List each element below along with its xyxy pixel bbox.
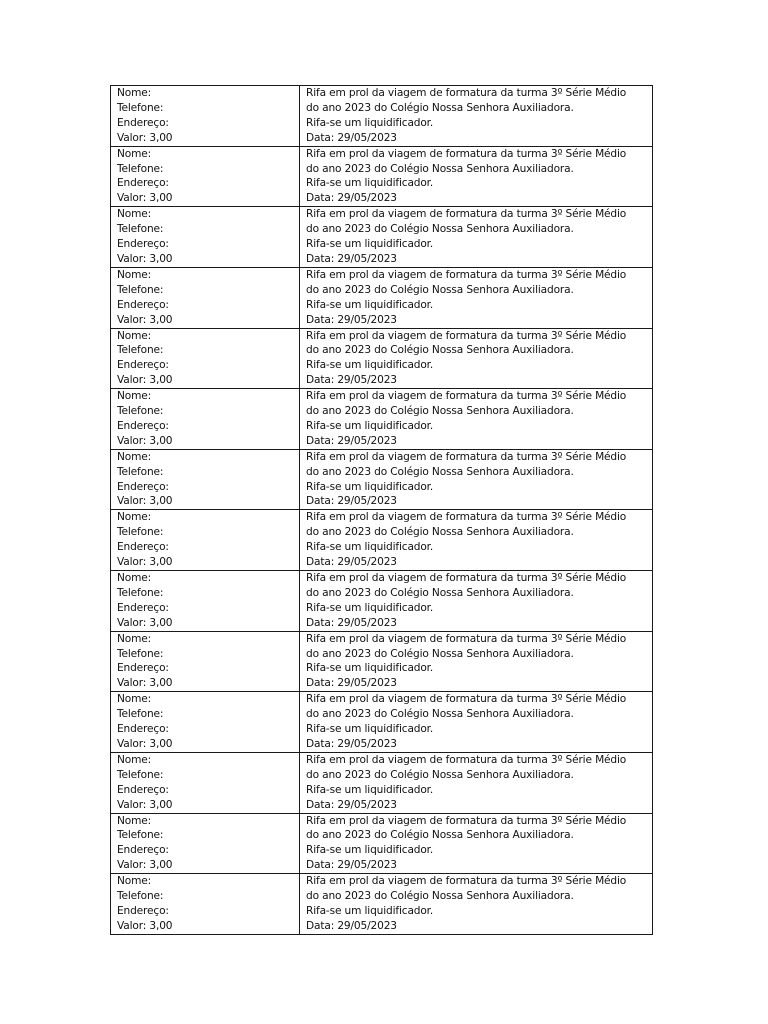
buyer-info-cell bbox=[111, 328, 300, 389]
raffle-purpose-text: Rifa em prol da viagem de formatura da turma 3º Série Médio bbox=[306, 753, 627, 766]
raffle-purpose-text: Rifa em prol da viagem de formatura da turma 3º Série Médio bbox=[306, 875, 627, 888]
price-label: Valor: 3,00 bbox=[117, 616, 173, 629]
raffle-ticket-row bbox=[111, 86, 653, 147]
raffle-description-cell bbox=[300, 571, 653, 632]
raffle-purpose-text: Rifa em prol da viagem de formatura da turma 3º Série Médio bbox=[306, 814, 627, 827]
raffle-purpose-text: Rifa em prol da viagem de formatura da turma 3º Série Médio bbox=[306, 329, 627, 342]
name-field-label: Nome: bbox=[117, 268, 152, 281]
raffle-description-cell bbox=[300, 874, 653, 935]
raffle-purpose-text: Rifa em prol da viagem de formatura da turma 3º Série Médio bbox=[306, 87, 627, 99]
address-field-label: Endereço: bbox=[117, 177, 169, 190]
address-field-label: Endereço: bbox=[117, 238, 169, 251]
price-label: Valor: 3,00 bbox=[117, 434, 173, 447]
raffle-school-text: do ano 2023 do Colégio Nossa Senhora Auxiliadora. bbox=[306, 586, 574, 599]
phone-field-label: Telefone: bbox=[117, 344, 164, 357]
raffle-prize-text: Rifa-se um liquidificador. bbox=[306, 480, 434, 493]
raffle-date-text: Data: 29/05/2023 bbox=[306, 737, 397, 750]
raffle-school-text: do ano 2023 do Colégio Nossa Senhora Auxiliadora. bbox=[306, 283, 574, 296]
raffle-prize-text: Rifa-se um liquidificador. bbox=[306, 601, 434, 614]
name-field-label: Nome: bbox=[117, 632, 152, 645]
raffle-ticket-row bbox=[111, 571, 653, 632]
raffle-description-cell bbox=[300, 389, 653, 450]
raffle-description-cell bbox=[300, 267, 653, 328]
price-label: Valor: 3,00 bbox=[117, 798, 173, 811]
raffle-school-text: do ano 2023 do Colégio Nossa Senhora Auxiliadora. bbox=[306, 526, 574, 539]
raffle-description-cell bbox=[300, 207, 653, 268]
address-field-label: Endereço: bbox=[117, 662, 169, 675]
raffle-purpose-text: Rifa em prol da viagem de formatura da turma 3º Série Médio bbox=[306, 268, 627, 281]
price-label: Valor: 3,00 bbox=[117, 556, 173, 569]
phone-field-label: Telefone: bbox=[117, 162, 164, 175]
phone-field-label: Telefone: bbox=[117, 890, 164, 903]
raffle-ticket-row bbox=[111, 752, 653, 813]
buyer-info-cell bbox=[111, 510, 300, 571]
raffle-purpose-text: Rifa em prol da viagem de formatura da turma 3º Série Médio bbox=[306, 450, 627, 463]
name-field-label: Nome: bbox=[117, 147, 152, 160]
price-label: Valor: 3,00 bbox=[117, 495, 173, 508]
raffle-school-text: do ano 2023 do Colégio Nossa Senhora Auxiliadora. bbox=[306, 465, 574, 478]
raffle-date-text: Data: 29/05/2023 bbox=[306, 374, 397, 387]
raffle-date-text: Data: 29/05/2023 bbox=[306, 434, 397, 447]
raffle-ticket-row bbox=[111, 449, 653, 510]
raffle-prize-text: Rifa-se um liquidificador. bbox=[306, 298, 434, 311]
raffle-school-text: do ano 2023 do Colégio Nossa Senhora Auxiliadora. bbox=[306, 708, 574, 721]
buyer-info-cell bbox=[111, 146, 300, 207]
phone-field-label: Telefone: bbox=[117, 405, 164, 418]
raffle-date-text: Data: 29/05/2023 bbox=[306, 495, 397, 508]
raffle-description-cell bbox=[300, 146, 653, 207]
name-field-label: Nome: bbox=[117, 693, 152, 706]
raffle-date-text: Data: 29/05/2023 bbox=[306, 677, 397, 690]
raffle-prize-text: Rifa-se um liquidificador. bbox=[306, 904, 434, 917]
buyer-info-cell bbox=[111, 752, 300, 813]
buyer-info-cell bbox=[111, 571, 300, 632]
name-field-label: Nome: bbox=[117, 450, 152, 463]
phone-field-label: Telefone: bbox=[117, 465, 164, 478]
raffle-prize-text: Rifa-se um liquidificador. bbox=[306, 238, 434, 251]
raffle-date-text: Data: 29/05/2023 bbox=[306, 616, 397, 629]
raffle-prize-text: Rifa-se um liquidificador. bbox=[306, 419, 434, 432]
raffle-school-text: do ano 2023 do Colégio Nossa Senhora Auxiliadora. bbox=[306, 162, 574, 175]
raffle-date-text: Data: 29/05/2023 bbox=[306, 131, 397, 144]
name-field-label: Nome: bbox=[117, 208, 152, 221]
raffle-description-cell bbox=[300, 449, 653, 510]
raffle-prize-text: Rifa-se um liquidificador. bbox=[306, 844, 434, 857]
raffle-school-text: do ano 2023 do Colégio Nossa Senhora Auxiliadora. bbox=[306, 405, 574, 418]
name-field-label: Nome: bbox=[117, 329, 152, 342]
raffle-purpose-text: Rifa em prol da viagem de formatura da turma 3º Série Médio bbox=[306, 693, 627, 706]
phone-field-label: Telefone: bbox=[117, 647, 164, 660]
name-field-label: Nome: bbox=[117, 753, 152, 766]
address-field-label: Endereço: bbox=[117, 419, 169, 432]
raffle-school-text: do ano 2023 do Colégio Nossa Senhora Auxiliadora. bbox=[306, 223, 574, 236]
raffle-purpose-text: Rifa em prol da viagem de formatura da turma 3º Série Médio bbox=[306, 511, 627, 524]
name-field-label: Nome: bbox=[117, 511, 152, 524]
buyer-info-cell bbox=[111, 874, 300, 935]
raffle-ticket-row bbox=[111, 692, 653, 753]
raffle-ticket-row bbox=[111, 813, 653, 874]
buyer-info-cell bbox=[111, 813, 300, 874]
name-field-label: Nome: bbox=[117, 87, 152, 99]
price-label: Valor: 3,00 bbox=[117, 131, 173, 144]
phone-field-label: Telefone: bbox=[117, 223, 164, 236]
raffle-school-text: do ano 2023 do Colégio Nossa Senhora Auxiliadora. bbox=[306, 890, 574, 903]
raffle-tickets-body bbox=[111, 86, 653, 935]
address-field-label: Endereço: bbox=[117, 480, 169, 493]
raffle-date-text: Data: 29/05/2023 bbox=[306, 313, 397, 326]
price-label: Valor: 3,00 bbox=[117, 737, 173, 750]
raffle-description-cell bbox=[300, 631, 653, 692]
raffle-description-cell bbox=[300, 510, 653, 571]
raffle-ticket-row bbox=[111, 389, 653, 450]
raffle-date-text: Data: 29/05/2023 bbox=[306, 556, 397, 569]
raffle-description-cell bbox=[300, 752, 653, 813]
raffle-date-text: Data: 29/05/2023 bbox=[306, 919, 397, 932]
raffle-ticket-row bbox=[111, 631, 653, 692]
name-field-label: Nome: bbox=[117, 814, 152, 827]
phone-field-label: Telefone: bbox=[117, 708, 164, 721]
address-field-label: Endereço: bbox=[117, 723, 169, 736]
raffle-school-text: do ano 2023 do Colégio Nossa Senhora Auxiliadora. bbox=[306, 829, 574, 842]
address-field-label: Endereço: bbox=[117, 541, 169, 554]
raffle-description-cell bbox=[300, 328, 653, 389]
buyer-info-cell bbox=[111, 267, 300, 328]
phone-field-label: Telefone: bbox=[117, 526, 164, 539]
raffle-ticket-row bbox=[111, 267, 653, 328]
buyer-info-cell bbox=[111, 449, 300, 510]
price-label: Valor: 3,00 bbox=[117, 313, 173, 326]
raffle-ticket-row bbox=[111, 207, 653, 268]
price-label: Valor: 3,00 bbox=[117, 192, 173, 205]
address-field-label: Endereço: bbox=[117, 601, 169, 614]
buyer-info-cell bbox=[111, 86, 300, 147]
buyer-info-cell bbox=[111, 631, 300, 692]
phone-field-label: Telefone: bbox=[117, 768, 164, 781]
name-field-label: Nome: bbox=[117, 390, 152, 403]
raffle-description-cell bbox=[300, 813, 653, 874]
raffle-school-text: do ano 2023 do Colégio Nossa Senhora Auxiliadora. bbox=[306, 101, 574, 114]
raffle-date-text: Data: 29/05/2023 bbox=[306, 252, 397, 265]
address-field-label: Endereço: bbox=[117, 359, 169, 372]
raffle-prize-text: Rifa-se um liquidificador. bbox=[306, 723, 434, 736]
name-field-label: Nome: bbox=[117, 875, 152, 888]
raffle-prize-text: Rifa-se um liquidificador. bbox=[306, 783, 434, 796]
address-field-label: Endereço: bbox=[117, 904, 169, 917]
price-label: Valor: 3,00 bbox=[117, 677, 173, 690]
raffle-date-text: Data: 29/05/2023 bbox=[306, 798, 397, 811]
phone-field-label: Telefone: bbox=[117, 586, 164, 599]
raffle-prize-text: Rifa-se um liquidificador. bbox=[306, 359, 434, 372]
raffle-school-text: do ano 2023 do Colégio Nossa Senhora Auxiliadora. bbox=[306, 768, 574, 781]
address-field-label: Endereço: bbox=[117, 844, 169, 857]
raffle-date-text: Data: 29/05/2023 bbox=[306, 859, 397, 872]
price-label: Valor: 3,00 bbox=[117, 919, 173, 932]
raffle-date-text: Data: 29/05/2023 bbox=[306, 192, 397, 205]
raffle-tickets-table bbox=[110, 85, 653, 935]
raffle-purpose-text: Rifa em prol da viagem de formatura da turma 3º Série Médio bbox=[306, 572, 627, 584]
raffle-prize-text: Rifa-se um liquidificador. bbox=[306, 662, 434, 675]
raffle-purpose-text: Rifa em prol da viagem de formatura da turma 3º Série Médio bbox=[306, 390, 627, 403]
raffle-ticket-row bbox=[111, 510, 653, 571]
phone-field-label: Telefone: bbox=[117, 829, 164, 842]
raffle-school-text: do ano 2023 do Colégio Nossa Senhora Auxiliadora. bbox=[306, 647, 574, 660]
raffle-purpose-text: Rifa em prol da viagem de formatura da turma 3º Série Médio bbox=[306, 632, 627, 645]
address-field-label: Endereço: bbox=[117, 783, 169, 796]
raffle-description-cell bbox=[300, 86, 653, 147]
price-label: Valor: 3,00 bbox=[117, 859, 173, 872]
raffle-ticket-row bbox=[111, 328, 653, 389]
raffle-description-cell bbox=[300, 692, 653, 753]
raffle-purpose-text: Rifa em prol da viagem de formatura da turma 3º Série Médio bbox=[306, 147, 627, 160]
phone-field-label: Telefone: bbox=[117, 283, 164, 296]
raffle-prize-text: Rifa-se um liquidificador. bbox=[306, 177, 434, 190]
raffle-ticket-row bbox=[111, 146, 653, 207]
raffle-purpose-text: Rifa em prol da viagem de formatura da turma 3º Série Médio bbox=[306, 208, 627, 221]
phone-field-label: Telefone: bbox=[117, 101, 164, 114]
buyer-info-cell bbox=[111, 389, 300, 450]
raffle-prize-text: Rifa-se um liquidificador. bbox=[306, 116, 434, 129]
name-field-label: Nome: bbox=[117, 572, 152, 584]
raffle-school-text: do ano 2023 do Colégio Nossa Senhora Auxiliadora. bbox=[306, 344, 574, 357]
raffle-prize-text: Rifa-se um liquidificador. bbox=[306, 541, 434, 554]
buyer-info-cell bbox=[111, 207, 300, 268]
address-field-label: Endereço: bbox=[117, 298, 169, 311]
buyer-info-cell bbox=[111, 692, 300, 753]
price-label: Valor: 3,00 bbox=[117, 374, 173, 387]
price-label: Valor: 3,00 bbox=[117, 252, 173, 265]
address-field-label: Endereço: bbox=[117, 116, 169, 129]
raffle-ticket-row bbox=[111, 874, 653, 935]
